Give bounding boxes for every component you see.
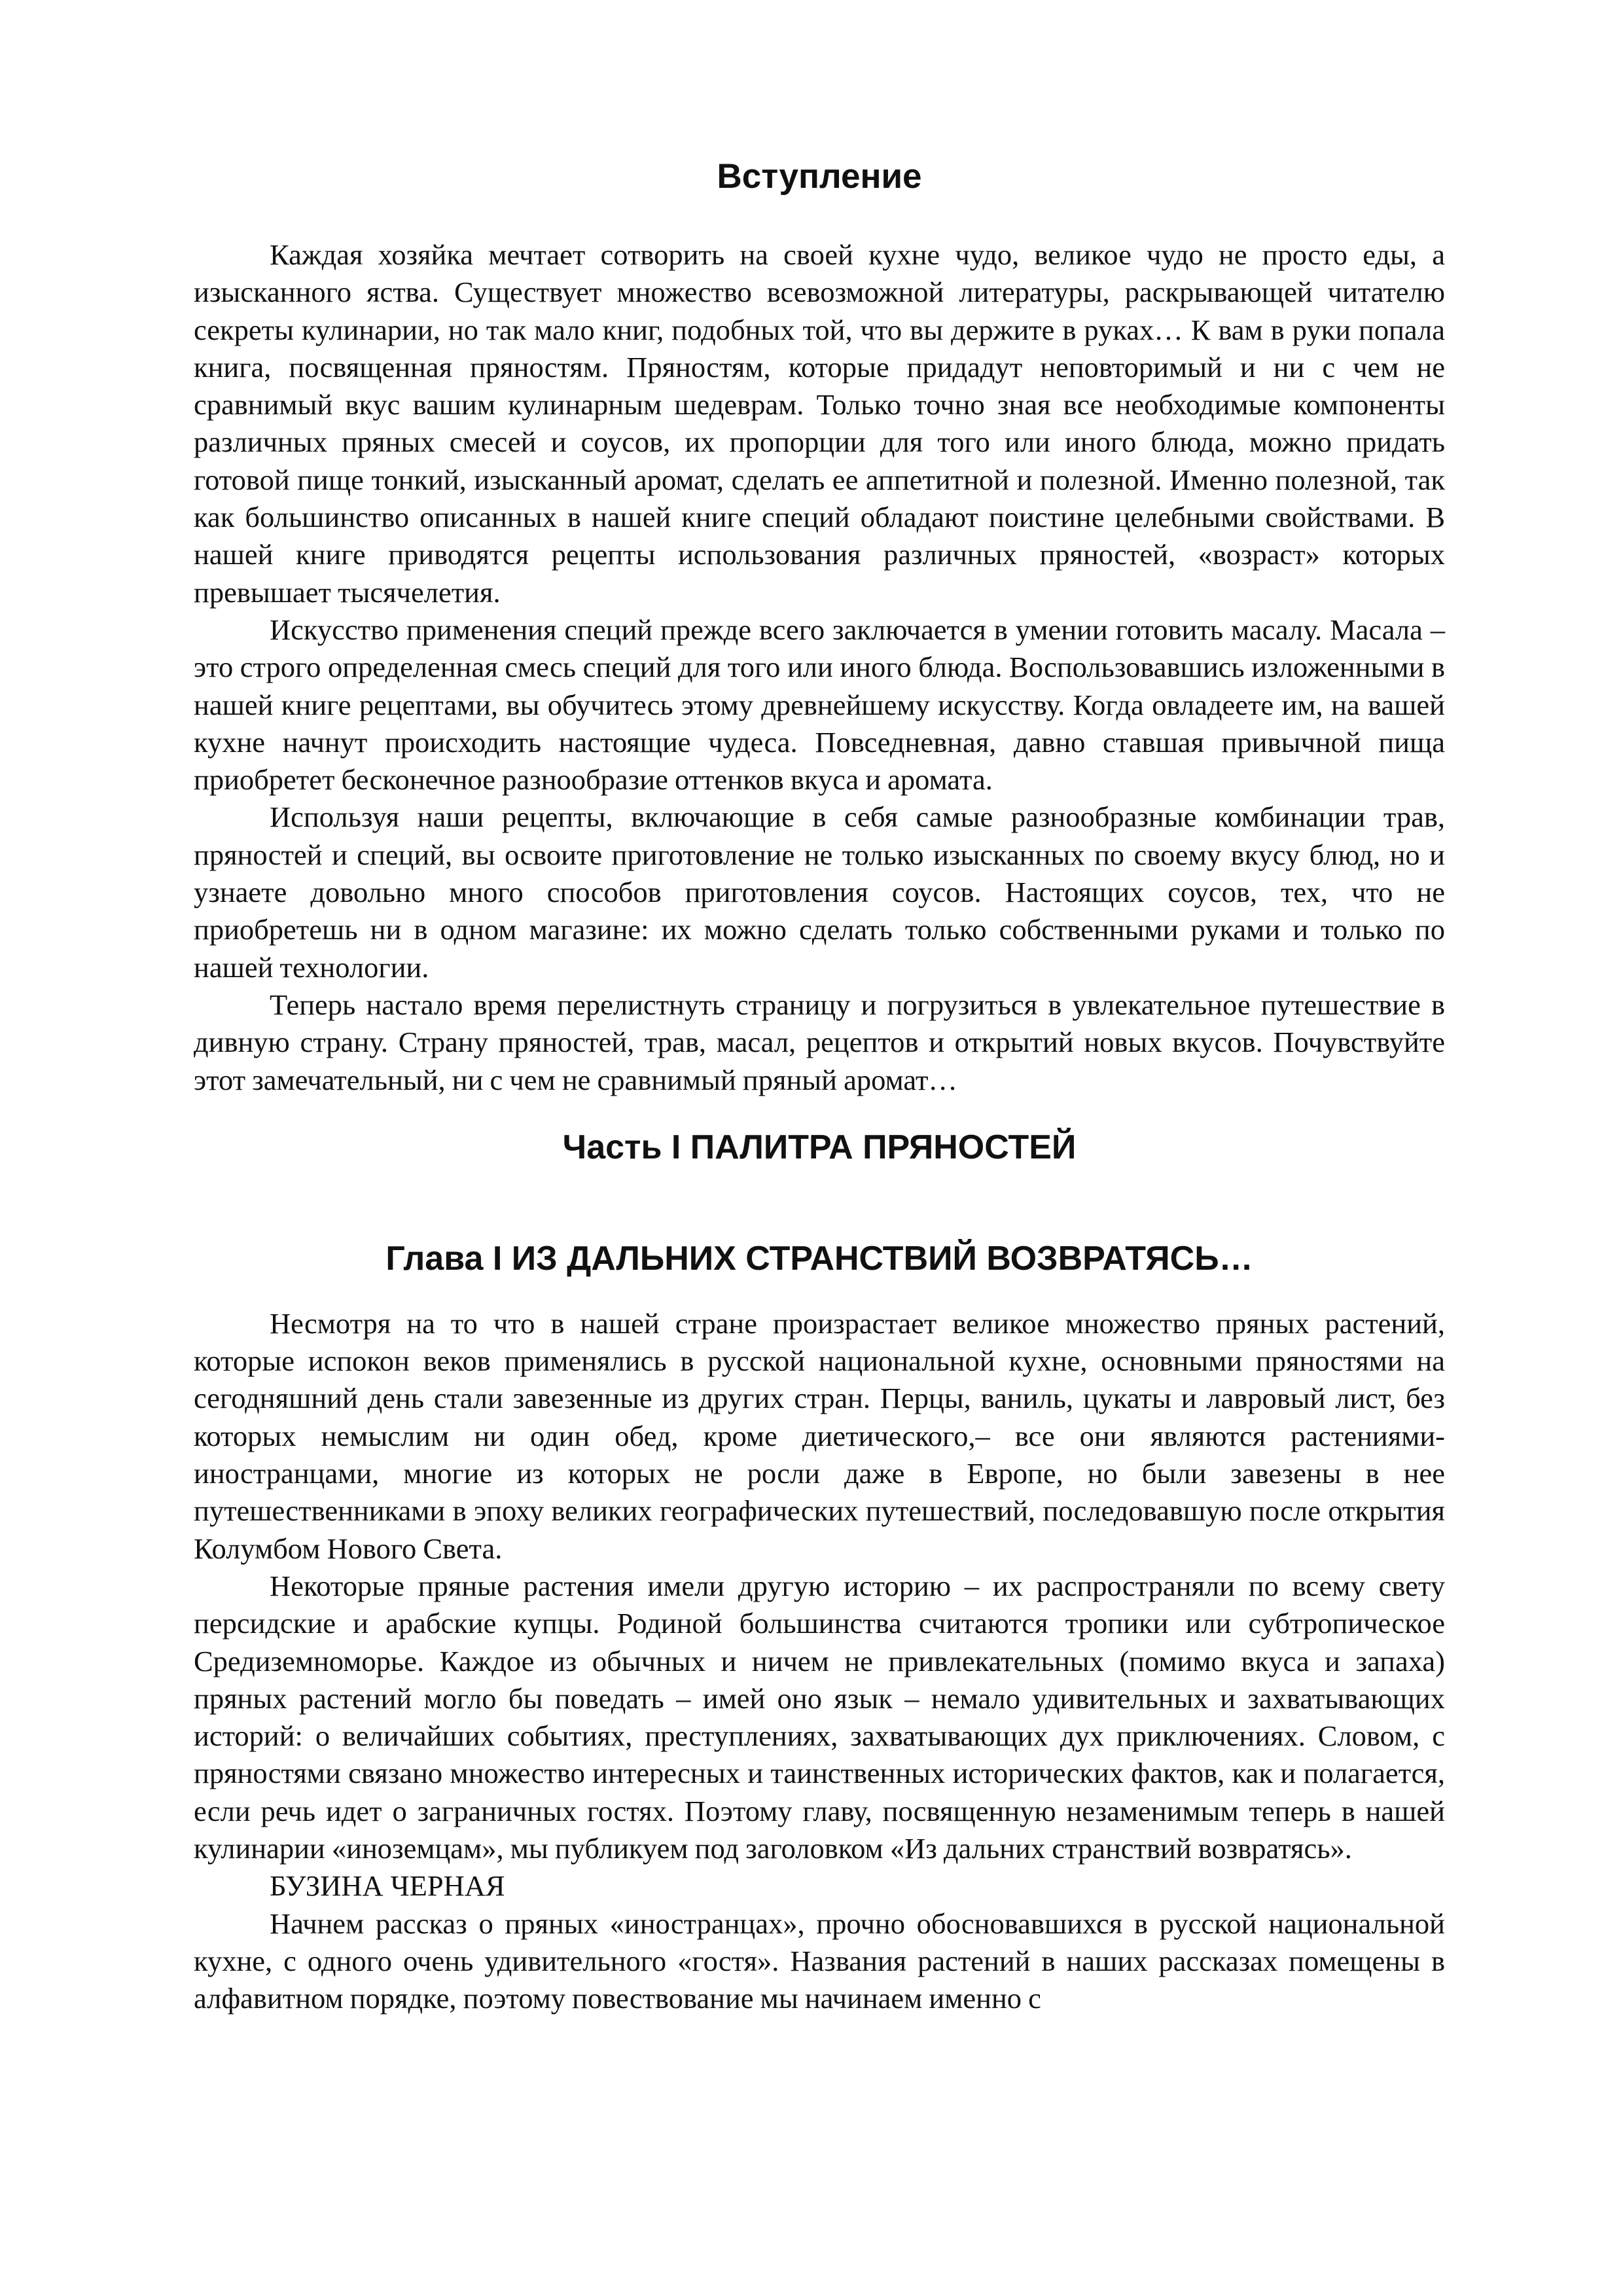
chapter-paragraph-3: Начнем рассказ о пряных «иностранцах», прочно обосновавшихся в русской национальной кухне, с одного очень удивительного «гостя». Названия растений в наших рассказах помещены в алфавитном порядке, поэтому повествование мы начинаем именно с — [194, 1907, 1445, 2015]
intro-paragraph-4: Теперь настало время перелистнуть страницу и погрузиться в увлекательное путешествие в дивную страну. Страну пряностей, трав, масал, рецептов и открытий новых вкусов. Почувствуйте этот замечательный, ни с чем не сравнимый пряный аромат… — [194, 988, 1445, 1096]
intro-paragraph-3: Используя наши рецепты, включающие в себя самые разнообразные комбинации трав, пряностей и специй, вы освоите приготовление не только изысканных по своему вкусу блюд, но и узнаете довольно много способов приготовления соусов. Настоящих соусов, тех, что не приобретешь ни в одном магазине: их можно сделать только собственными руками и только по нашей технологии. — [194, 800, 1445, 984]
intro-paragraph-1: Каждая хозяйка мечтает сотворить на своей кухне чудо, великое чудо не просто еды, а изысканного яства. Существует множество всевозможной литературы, раскрывающей читателю секреты кулинарии, но так мало книг, подобных той, что вы держите в руках… К вам в руки попала книга, посвященная пряностям. Пряностям, которые придадут неповторимый и ни с чем не сравнимый вкус вашим кулинарным шедеврам. Только точно зная все необходимые компоненты различных пряных смесей и соусов, их пропорции для того или иного блюда, можно придать готовой пище тонкий, изысканный аромат, сделать ее аппетитной и полезной. Именно полезной, так как большинство описанных в нашей книге специй обладают поистине целебными свойствами. В нашей книге приводятся рецепты использования различных пряностей, «возраст» которых превышает тысячелетия. — [194, 238, 1445, 609]
page-content — [194, 152, 1445, 2017]
part-heading: Часть I ПАЛИТРА ПРЯНОСТЕЙ — [562, 1128, 1077, 1166]
intro-heading: Вступление — [717, 157, 922, 196]
chapter-heading: Глава I ИЗ ДАЛЬНИХ СТРАНСТВИЙ ВОЗВРАТЯСЬ… — [385, 1239, 1253, 1278]
intro-paragraph-2: Искусство применения специй прежде всего заключается в умении готовить масалу. Масала – это строго определенная смесь специй для того или иного блюда. Воспользовавшись изложенными в нашей книге рецептами, вы обучитесь этому древнейшему искусству. Когда овладеете им, на вашей кухне начнут происходить настоящие чудеса. Повседневная, давно ставшая привычной пища приобретет бесконечное разнообразие оттенков вкуса и аромата. — [194, 613, 1445, 797]
chapter-paragraph-2: Некоторые пряные растения имели другую историю – их распространяли по всему свету персидские и арабские купцы. Родиной большинства считаются тропики или субтропическое Средиземноморье. Каждое из обычных и ничем не привлекательных (помимо вкуса и запаха) пряных растений могло бы поведать – имей оно язык – немало удивительных и захватывающих историй: о величайших событиях, преступлениях, захватывающих дух приключениях. Словом, с пряностями связано множество интересных и таинственных исторических фактов, как и полагается, если речь идет о заграничных гостях. Поэтому главу, посвященную незаменимым теперь в нашей кулинарии «иноземцам», мы публикуем под заголовком «Из дальних странствий возвратясь». — [194, 1569, 1445, 1865]
chapter-paragraph-1: Несмотря на то что в нашей стране произрастает великое множество пряных растений, которые испокон веков применялись в русской национальной кухне, основными пряностями на сегодняшний день стали завезенные из других стран. Перцы, ваниль, цукаты и лавровый лист, без которых немыслим ни один обед, кроме диетического,– все они являются растениями-иностранцами, многие из которых не росли даже в Европе, но были завезены в нее путешественниками в эпоху великих географических путешествий, последовавшую после открытия Колумбом Нового Света. — [194, 1306, 1445, 1565]
section-subheading: БУЗИНА ЧЕРНАЯ — [270, 1869, 505, 1903]
